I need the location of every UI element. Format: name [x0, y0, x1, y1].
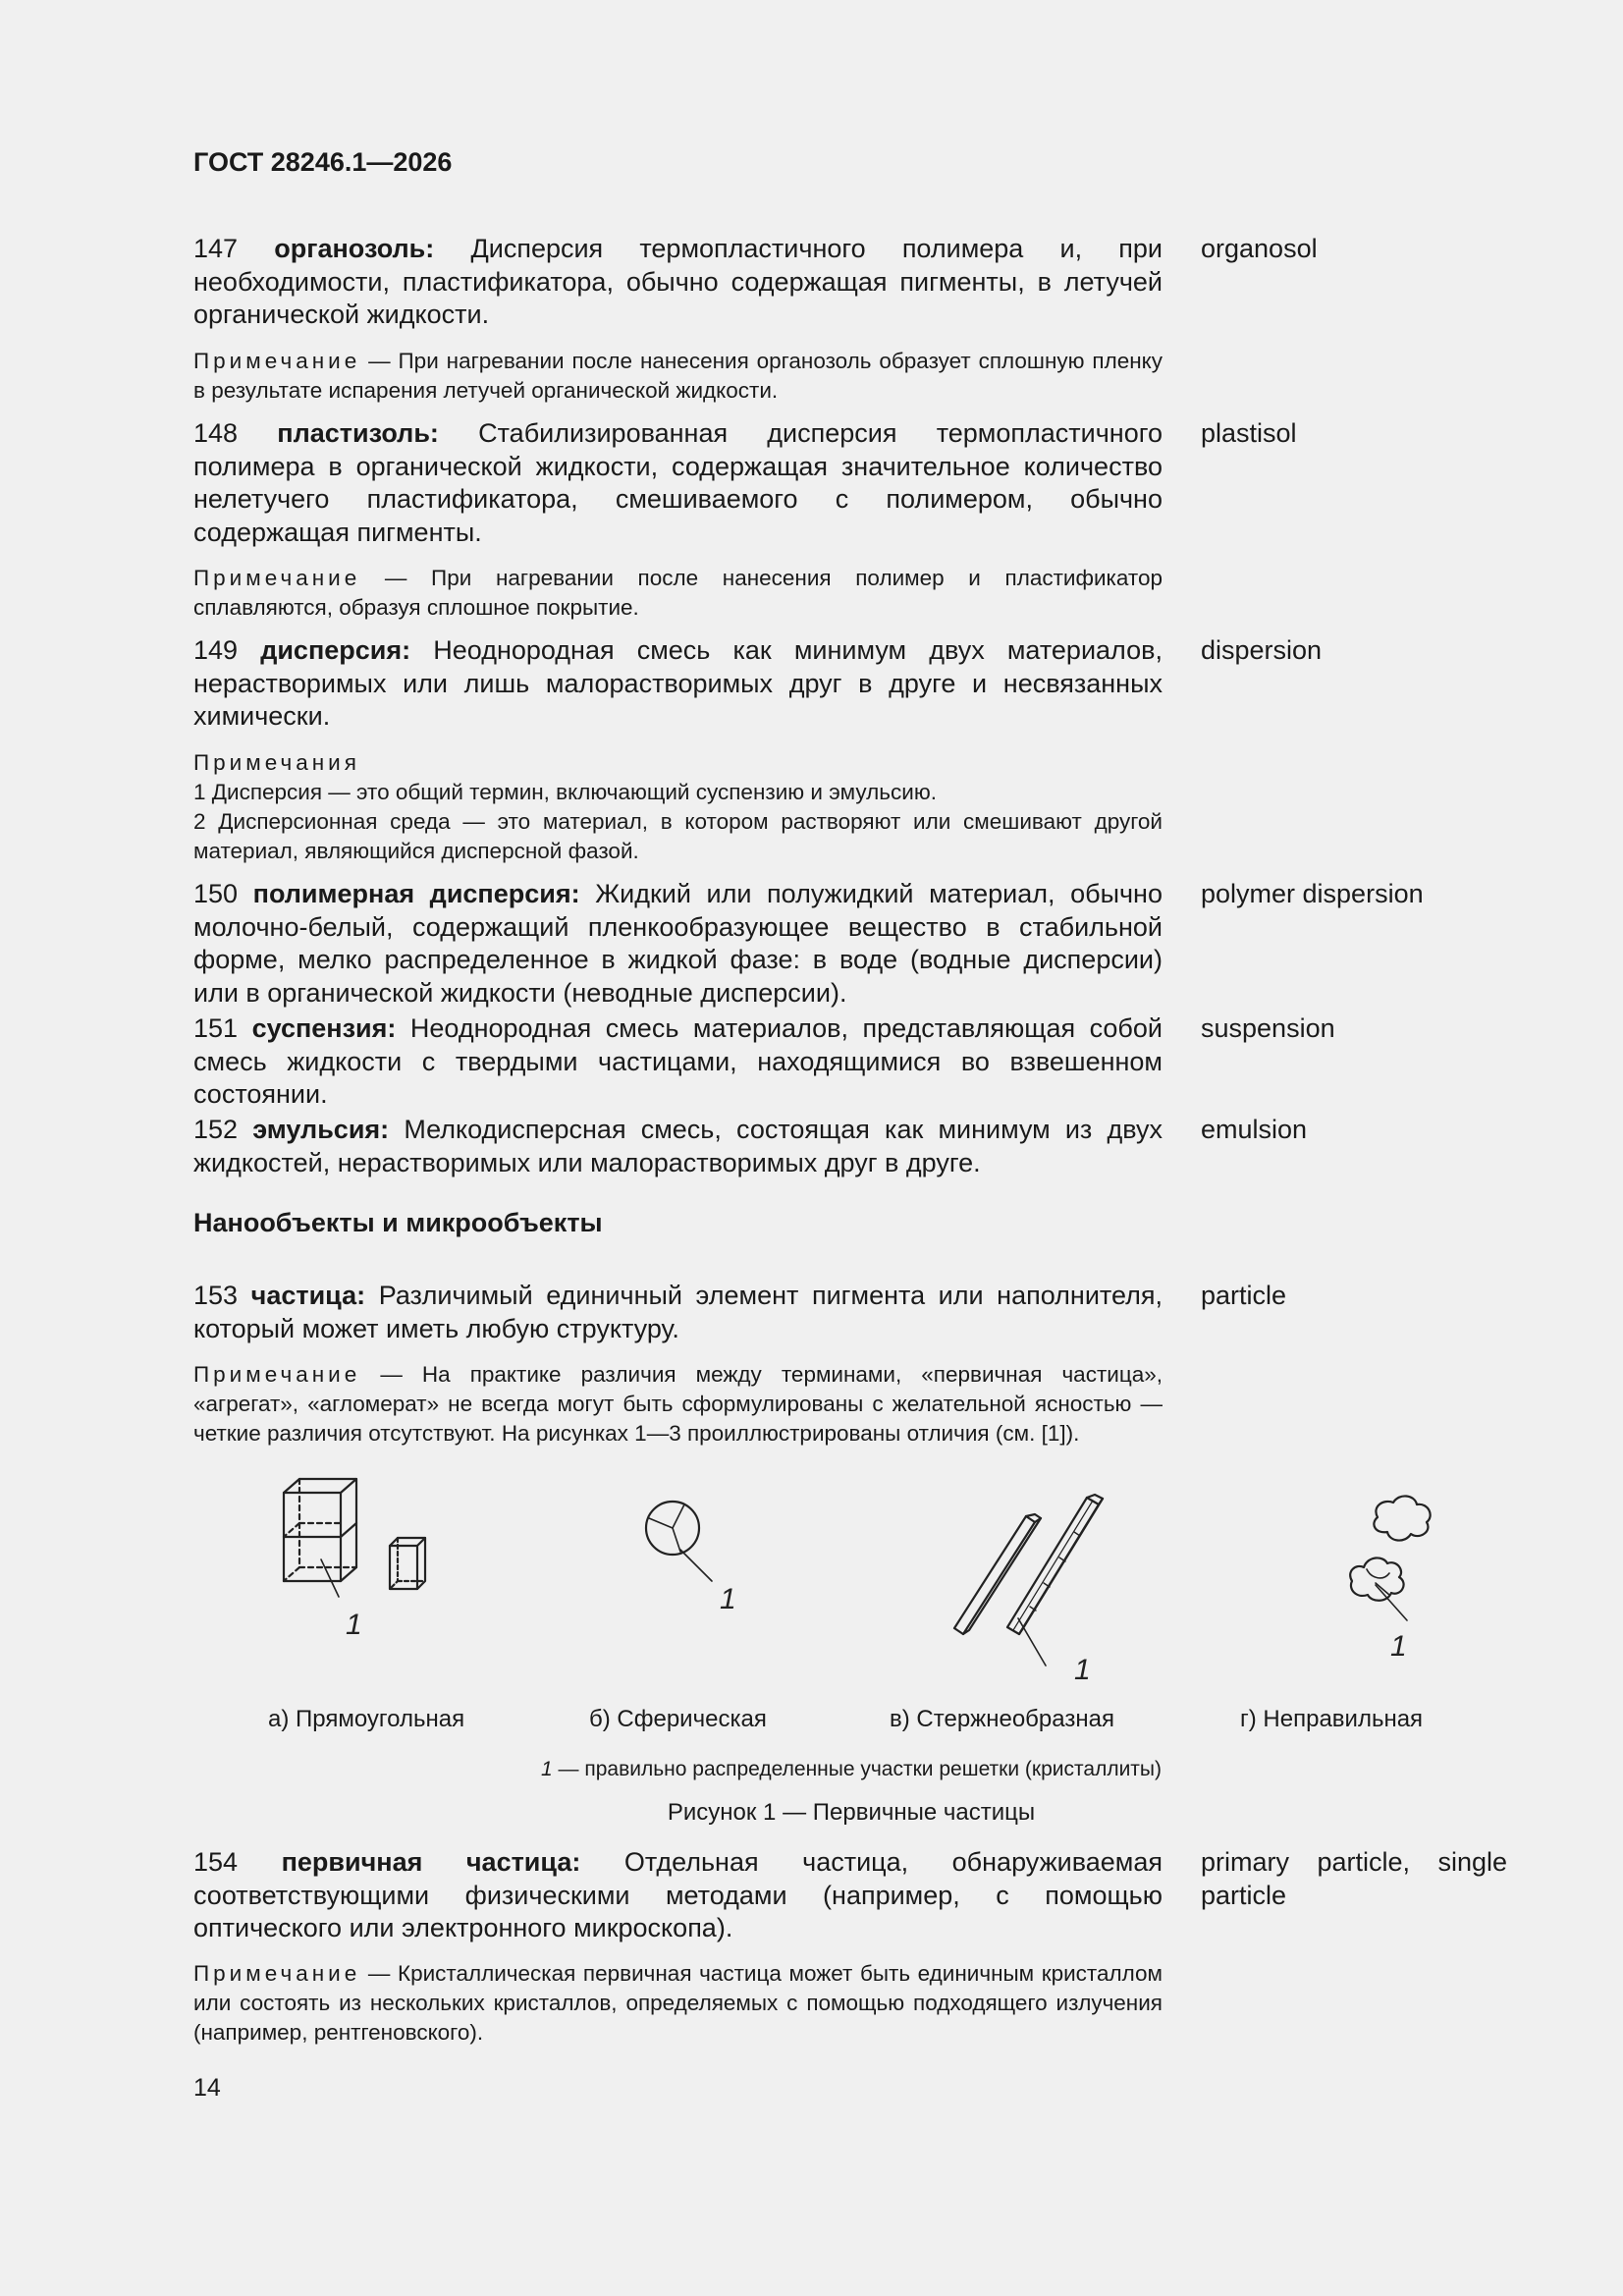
entry-148-english: plastisol — [1201, 418, 1297, 448]
entry-147-text — [193, 233, 1163, 332]
entry-definition: Мелкодисперсная смесь, состоящая как минимум из двух жидкостей, нерастворимых или малорастворимых друг в друге. — [193, 1115, 1163, 1177]
entry-definition: Жидкий или полужидкий материал, обычно молочно-белый, содержащий пленкообразующее вещество в стабильной форме, мелко распределенное в жидкой фазе: в воде (водные дисперсии) или в органической жидкости (неводные дисперсии). — [193, 879, 1163, 1008]
entry-147-english: organosol — [1201, 234, 1318, 263]
figure-primary-particles — [193, 1473, 1509, 1728]
entry-number: 148 — [193, 418, 239, 448]
entry-154-english: primary particle, single particle — [1201, 1847, 1507, 1910]
entry-150-text — [193, 878, 1163, 1010]
entry-number: 154 — [193, 1847, 239, 1877]
rectangular-particle-drawing — [284, 1479, 425, 1597]
note-text: — Кристаллическая первичная частица может быть единичным кристаллом или состоять из нескольких кристаллов, определяемых с помощью подходящего излучения (например, рентгеновского). — [193, 1961, 1163, 2045]
figure-callout-a: 1 — [346, 1609, 362, 1641]
figure-title: Рисунок 1 — Первичные частицы — [667, 1799, 1036, 1826]
entry-term: первичная частица: — [281, 1847, 581, 1877]
entry-148-text — [193, 417, 1163, 549]
note-text: — При нагревании после нанесения органозоль образует сплошную пленку в результате испарения летучей органической жидкости. — [193, 349, 1163, 403]
entry-147-note — [193, 347, 1163, 406]
entry-153-english: particle — [1201, 1281, 1287, 1310]
note-label: Примечание — [193, 349, 361, 373]
entry-152-english: emulsion — [1201, 1115, 1308, 1144]
entry-number: 151 — [193, 1013, 239, 1043]
entry-149-text — [193, 634, 1163, 734]
entry-151-english: suspension — [1201, 1013, 1335, 1043]
entry-definition: Неоднородная смесь как минимум двух материалов, нерастворимых или лишь малорастворимых друг в друге и несвязанных химически. — [193, 635, 1163, 731]
section-heading: Нанообъекты и микрообъекты — [193, 1208, 603, 1237]
entry-154-text — [193, 1846, 1163, 1945]
note-text: — При нагревании после нанесения полимер и пластификатор сплавляются, образуя сплошное покрытие. — [193, 566, 1163, 620]
legend-number: 1 — [540, 1758, 553, 1780]
entry-term: органозоль: — [274, 234, 435, 263]
entry-number: 149 — [193, 635, 239, 665]
document-header: ГОСТ 28246.1—2026 — [193, 147, 453, 177]
entry-number: 153 — [193, 1281, 239, 1310]
entry-151-text — [193, 1012, 1163, 1112]
irregular-particle-drawing — [1350, 1496, 1430, 1620]
entry-term: полимерная дисперсия: — [252, 879, 580, 908]
note-item: 1 Дисперсия — это общий термин, включающий суспензию и эмульсию. — [193, 780, 937, 804]
notes-label: Примечания — [193, 750, 360, 775]
figure-callout-c: 1 — [1074, 1654, 1091, 1686]
figure-callout-b: 1 — [720, 1583, 736, 1615]
page-number: 14 — [193, 2074, 221, 2102]
entry-definition: Различимый единичный элемент пигмента или наполнителя, который может иметь любую структуру. — [193, 1281, 1163, 1343]
figure-caption-d: г) Неправильная — [1240, 1706, 1424, 1732]
note-item: 2 Дисперсионная среда — это материал, в котором растворяют или смешивают другой материал, являющийся дисперсной фазой. — [193, 809, 1163, 863]
entry-149-notes — [193, 748, 1163, 866]
entry-term: суспензия: — [251, 1013, 397, 1043]
legend-text: — правильно распределенные участки решетки (кристаллиты) — [558, 1758, 1163, 1780]
rod-particle-drawing — [954, 1495, 1103, 1666]
entry-149-english: dispersion — [1201, 635, 1323, 665]
entry-term: частица: — [250, 1281, 366, 1310]
entry-term: пластизоль: — [277, 418, 439, 448]
figure-caption-a: а) Прямоугольная — [268, 1706, 465, 1732]
entry-154-note — [193, 1959, 1163, 2048]
figure-caption-c: в) Стержнеобразная — [890, 1706, 1114, 1732]
entry-153-note — [193, 1360, 1163, 1449]
note-label: Примечание — [193, 1961, 361, 1986]
entry-number: 152 — [193, 1115, 239, 1144]
entry-term: дисперсия: — [260, 635, 411, 665]
entry-definition: Дисперсия термопластичного полимера и, при необходимости, пластификатора, обычно содержащая пигменты, в летучей органической жидкости. — [193, 234, 1163, 329]
entry-150-english: polymer dispersion — [1201, 879, 1424, 908]
spherical-particle-drawing — [646, 1502, 712, 1581]
entry-definition: Неоднородная смесь материалов, представляющая собой смесь жидкости с твердыми частицами, находящимися во взвешенном состоянии. — [193, 1013, 1163, 1109]
entry-number: 147 — [193, 234, 239, 263]
figure-callout-d: 1 — [1390, 1630, 1407, 1663]
entry-number: 150 — [193, 879, 239, 908]
entry-term: эмульсия: — [252, 1115, 390, 1144]
entry-152-text — [193, 1114, 1163, 1179]
figure-caption-b: б) Сферическая — [589, 1706, 767, 1732]
note-label: Примечание — [193, 1362, 361, 1387]
note-text: — На практике различия между терминами, «первичная частица», «агрегат», «агломерат» не всегда могут быть сформулированы с желательной ясностью — четкие различия отсутствуют. На рисунках 1—3 проиллюстрированы отличия (см. [1]). — [193, 1362, 1163, 1446]
note-label: Примечание — [193, 566, 361, 590]
entry-148-note — [193, 564, 1163, 623]
entry-definition: Отдельная частица, обнаруживаемая соответствующими физическими методами (например, с помощью оптического или электронного микроскопа). — [193, 1847, 1163, 1942]
entry-definition: Стабилизированная дисперсия термопластичного полимера в органической жидкости, содержащая значительное количество нелетучего пластификатора, смешиваемого с полимером, обычно содержащая пигменты. — [193, 418, 1163, 547]
figure-legend — [193, 1758, 1509, 1781]
entry-153-text — [193, 1280, 1163, 1345]
